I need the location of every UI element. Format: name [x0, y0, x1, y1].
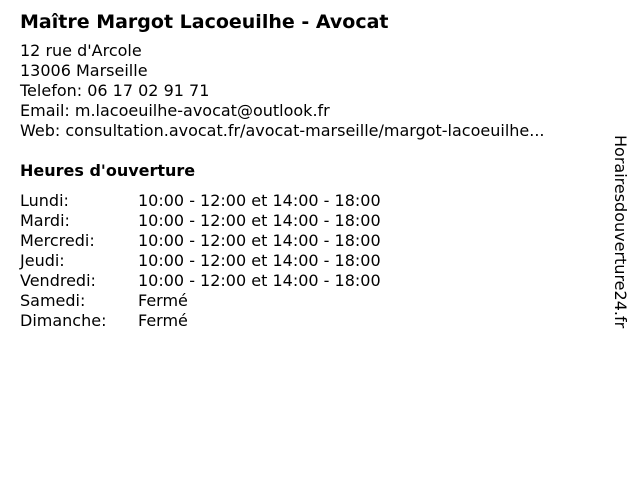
time-value: Fermé [138, 291, 188, 310]
day-label: Mercredi: [20, 231, 95, 250]
day-label: Samedi: [20, 291, 86, 310]
hours-row-samedi [20, 291, 610, 311]
hours-row-jeudi [20, 251, 610, 271]
hours-heading: Heures d'ouverture [20, 161, 196, 180]
hours-row-mardi [20, 211, 610, 231]
hours-row-lundi [20, 191, 610, 211]
business-card [20, 10, 610, 331]
time-value: 10:00 - 12:00 et 14:00 - 18:00 [138, 271, 381, 290]
phone-line: Telefon: 06 17 02 91 71 [20, 81, 210, 100]
brand-watermark: Horairesdouverture24.fr [611, 135, 630, 329]
day-label: Mardi: [20, 211, 70, 230]
time-value: 10:00 - 12:00 et 14:00 - 18:00 [138, 231, 381, 250]
email-line: Email: m.lacoeuilhe-avocat@outlook.fr [20, 101, 330, 120]
time-value: 10:00 - 12:00 et 14:00 - 18:00 [138, 251, 381, 270]
hours-row-vendredi [20, 271, 610, 291]
city-address: 13006 Marseille [20, 61, 148, 80]
contact-block [20, 41, 610, 141]
hours-row-mercredi [20, 231, 610, 251]
time-value: 10:00 - 12:00 et 14:00 - 18:00 [138, 191, 381, 210]
business-title: Maître Margot Lacoeuilhe - Avocat [20, 11, 389, 33]
hours-row-dimanche [20, 311, 610, 331]
time-value: 10:00 - 12:00 et 14:00 - 18:00 [138, 211, 381, 230]
time-value: Fermé [138, 311, 188, 330]
web-line: Web: consultation.avocat.fr/avocat-marseille/margot-lacoeuilhe... [20, 121, 545, 140]
day-label: Vendredi: [20, 271, 96, 290]
day-label: Dimanche: [20, 311, 107, 330]
street-address: 12 rue d'Arcole [20, 41, 142, 60]
day-label: Jeudi: [20, 251, 65, 270]
hours-table [20, 191, 610, 331]
day-label: Lundi: [20, 191, 69, 210]
